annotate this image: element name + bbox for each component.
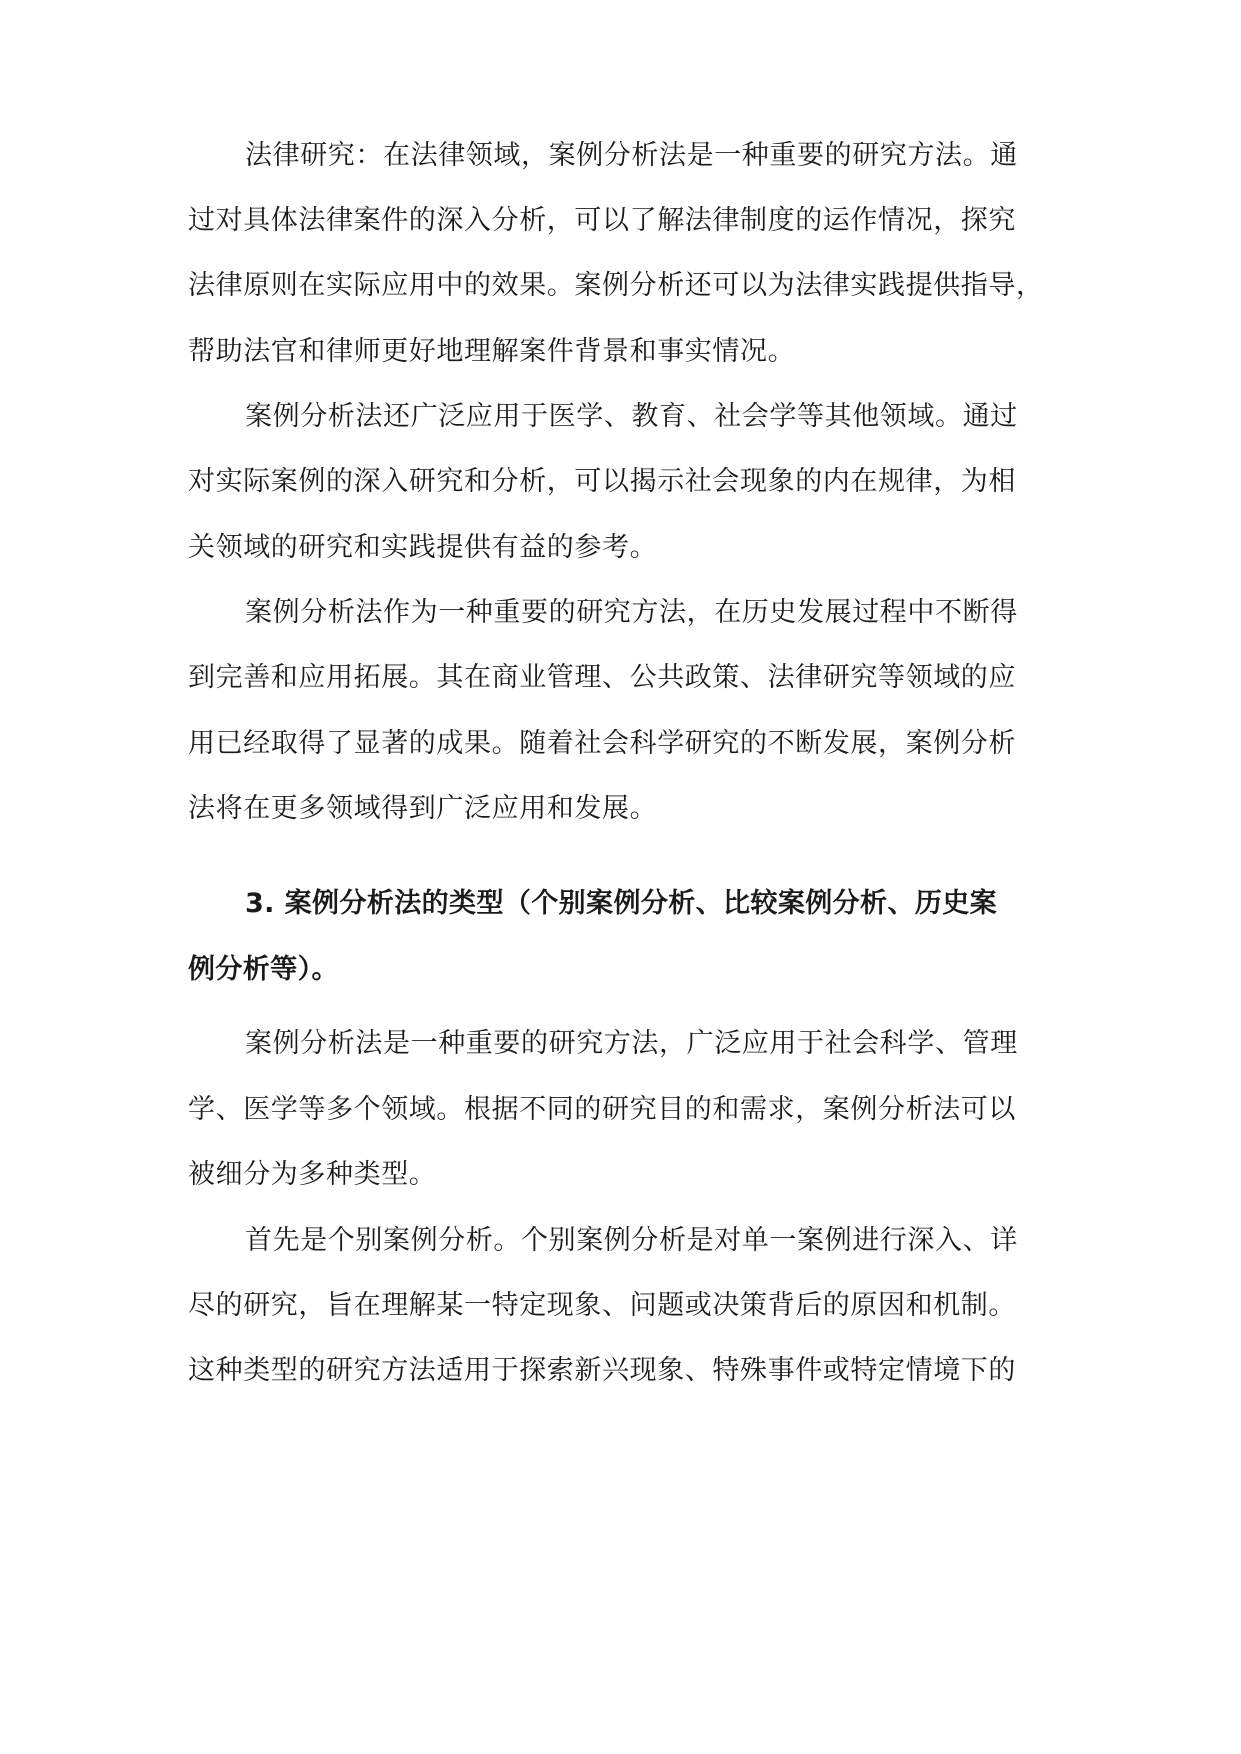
paragraph-line: 法将在更多领域得到广泛应用和发展。 bbox=[188, 793, 658, 824]
paragraph-line: 对实际案例的深入研究和分析，可以揭示社会现象的内在规律，为相 bbox=[188, 466, 1016, 497]
paragraph-line: 学、医学等多个领域。根据不同的研究目的和需求，案例分析法可以 bbox=[188, 1094, 1016, 1125]
paragraph-line: 首先是个别案例分析。个别案例分析是对单一案例进行深入、详 bbox=[245, 1225, 1018, 1256]
paragraph-line: 尽的研究，旨在理解某一特定现象、问题或决策背后的原因和机制。 bbox=[188, 1290, 1016, 1321]
paragraph-line: 关领域的研究和实践提供有益的参考。 bbox=[188, 532, 658, 563]
section-heading-line: 3. 案例分析法的类型（个别案例分析、比较案例分析、历史案 bbox=[245, 888, 998, 919]
paragraph-line: 帮助法官和律师更好地理解案件背景和事实情况。 bbox=[188, 336, 796, 367]
paragraph-line: 案例分析法作为一种重要的研究方法，在历史发展过程中不断得 bbox=[245, 597, 1018, 628]
paragraph-line: 到完善和应用拓展。其在商业管理、公共政策、法律研究等领域的应 bbox=[188, 662, 1016, 693]
section-heading-line: 例分析等）。 bbox=[188, 954, 339, 985]
paragraph-line: 这种类型的研究方法适用于探索新兴现象、特殊事件或特定情境下的 bbox=[188, 1355, 1016, 1386]
paragraph-line: 案例分析法是一种重要的研究方法，广泛应用于社会科学、管理 bbox=[245, 1028, 1018, 1059]
paragraph-line: 被细分为多种类型。 bbox=[188, 1159, 437, 1190]
paragraph-line: 法律原则在实际应用中的效果。案例分析还可以为法律实践提供指导， bbox=[188, 270, 1044, 301]
paragraph-line: 过对具体法律案件的深入分析，可以了解法律制度的运作情况，探究 bbox=[188, 205, 1016, 236]
paragraph-line: 用已经取得了显著的成果。随着社会科学研究的不断发展，案例分析 bbox=[188, 728, 1016, 759]
paragraph-line: 法律研究：在法律领域，案例分析法是一种重要的研究方法。通 bbox=[245, 140, 1018, 171]
paragraph-line: 案例分析法还广泛应用于医学、教育、社会学等其他领域。通过 bbox=[245, 401, 1018, 432]
